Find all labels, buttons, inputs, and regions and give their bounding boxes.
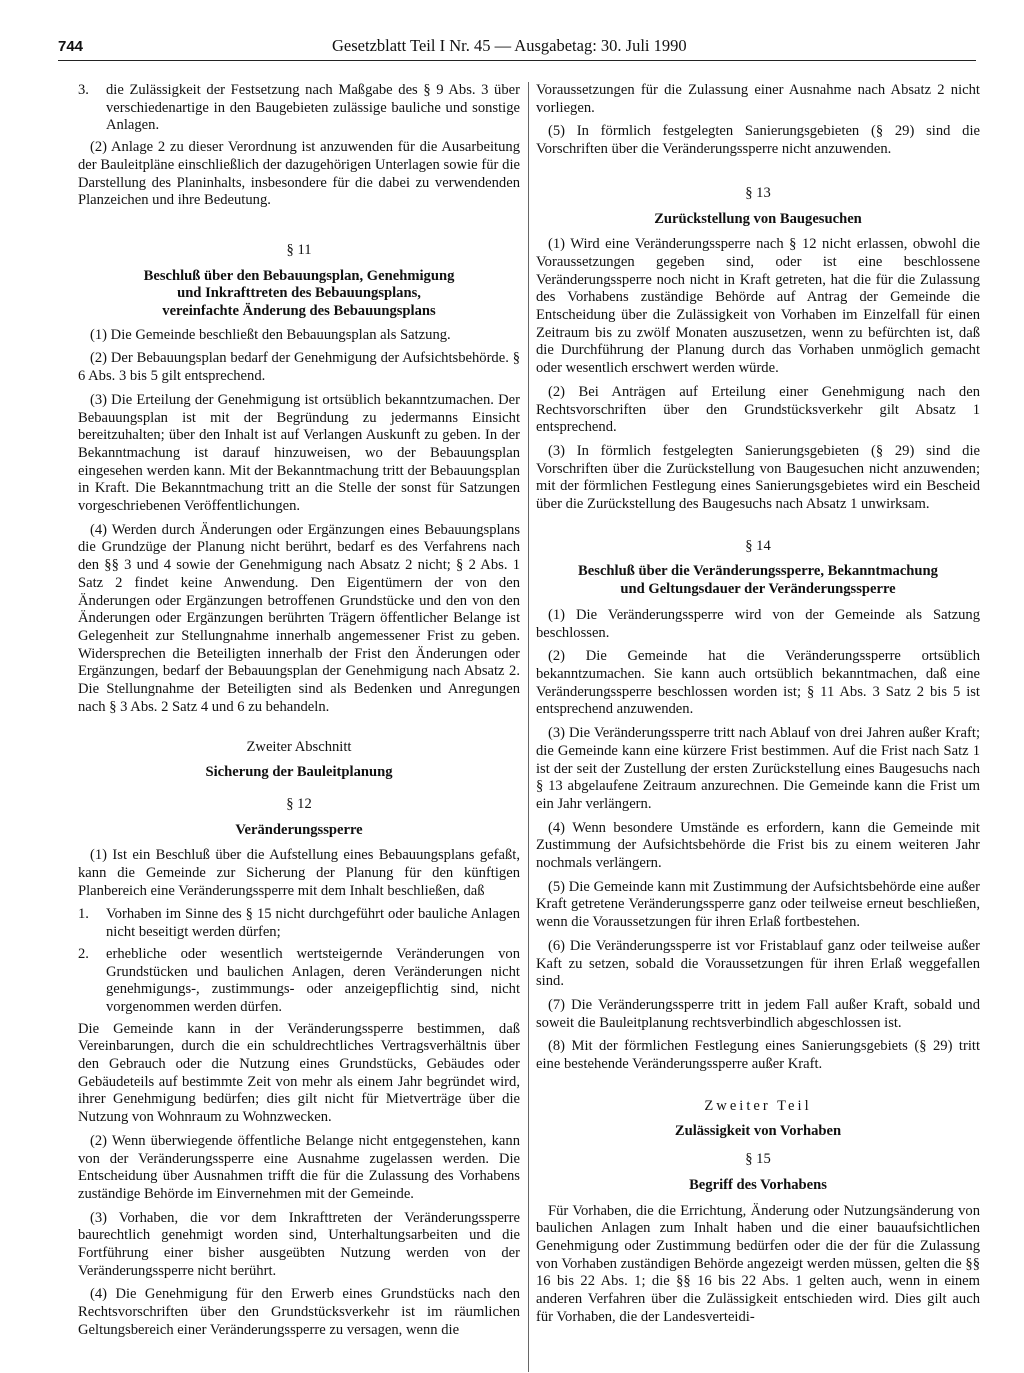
paragraph: (8) Mit der förmlichen Festlegung eines Sanierungsgebiets (§ 29) tritt eine bestehende Veränderungssperre außer Kraft.	[536, 1038, 980, 1073]
list-item-number: 2.	[78, 945, 89, 962]
chapter-title: Sicherung der Bauleitplanung	[205, 764, 393, 781]
paragraph: (3) Die Veränderungssperre tritt nach Ablauf von drei Jahren außer Kraft; die Gemeinde kann eine kürzere Frist bestimmen. Auf die Frist nach Satz 1 ist der seit der Zustellung der ersten Zurückstellung eines Baugesuchs nach § 13 abgelaufene Zeitraum anzurechnen. Die Gemeinde kann die Frist um ein Jahr verlängern.	[536, 725, 980, 812]
paragraph: (2) Anlage 2 zu dieser Verordnung ist anzuwenden für die Ausarbeitung der Bauleitpläne einschließlich der dazugehörigen Unterlagen sowie für die Darstellung des Planinhalts, insbesondere für die dabei zu verwendenden Planzeichen und ihre Bedeutung.	[78, 139, 520, 209]
section-number: § 15	[745, 1151, 771, 1168]
section-number: § 14	[745, 537, 771, 554]
list-item-number: 1.	[78, 906, 89, 923]
section-number: § 12	[286, 795, 312, 812]
paragraph: (7) Die Veränderungssperre tritt in jedem Fall außer Kraft, sobald und soweit die Bauleitplanung rechtsverbindlich abgeschlossen ist.	[536, 996, 980, 1031]
section-title-line: und Geltungsdauer der Veränderungssperre	[620, 581, 896, 598]
paragraph: (4) Werden durch Änderungen oder Ergänzungen eines Bebauungsplans die Grundzüge der Planung nicht berührt, bedarf es des Verfahrens nach den §§ 3 und 4 sowie der Genehmigung nach Absatz 2 nicht; § 2 Abs. 1 Satz 2 findet keine Anwendung. Den Eigentümern der von den Änderungen oder Ergänzungen betroffenen Grundstücke und den von den Änderungen oder Ergänzungen berührten Trägern öffentlicher Belange ist Gelegenheit zur Stellungnahme innerhalb angemessener Frist zu geben. Widersprechen die Beteiligten innerhalb der Frist den Änderungen oder Ergänzungen, bedarf der Bebauungsplan der Genehmigung nach Absatz 2. Die Stellungnahme der Beteiligten sind als Bedenken und Anregungen nach § 3 Abs. 2 Satz 4 und 6 zu behandeln.	[78, 521, 520, 715]
section-title: Zurückstellung von Baugesuchen	[654, 210, 862, 227]
paragraph: (2) Wenn überwiegende öffentliche Belange nicht entgegenstehen, kann von der Veränderungssperre eine Ausnahme zugelassen werden. Die Entscheidung über Ausnahmen trifft die für die Zulassung des Vorhabens zuständige Behörde im Einvernehmen mit der Gemeinde.	[78, 1132, 520, 1202]
section-number: § 11	[286, 241, 312, 258]
list-item-number: 3.	[78, 82, 89, 98]
section-title	[536, 563, 980, 598]
section-title: Begriff des Vorhabens	[689, 1176, 827, 1193]
paragraph: Für Vorhaben, die die Errichtung, Änderung oder Nutzungsänderung von baulichen Anlagen zum Inhalt haben und die einer bauaufsichtlichen Genehmigung oder Zustimmung bedürfen oder die der für die Zulassung von Vorhaben zuständigen Behörde angezeigt werden müssen, gelten die §§ 16 bis 22 Abs. 1; die §§ 16 bis 22 Abs. 1 gelten auch, wenn in einem anderen Verfahren über die Zulässigkeit entschieden wird. Dies gilt auch für Vorhaben, die der Landesverteidi-	[536, 1202, 980, 1325]
paragraph: (2) Der Bebauungsplan bedarf der Genehmigung der Aufsichtsbehörde. § 6 Abs. 3 bis 5 gilt entsprechend.	[78, 350, 520, 385]
list-item-text: Vorhaben im Sinne des § 15 nicht durchgeführt oder bauliche Anlagen nicht beseitigt werden dürfen;	[106, 906, 520, 941]
section-title: Veränderungssperre	[235, 821, 363, 838]
part-label: Zweiter Teil	[704, 1097, 812, 1114]
left-column	[78, 82, 520, 1346]
paragraph: (1) Wird eine Veränderungssperre nach § 12 nicht erlassen, obwohl die Voraussetzungen gegeben sind, oder ist eine beschlossene Veränderungssperre noch nicht in Kraft getreten, hat die für die Zulassung des Vorhabens zuständige Behörde auf Antrag der Gemeinde die Entscheidung über die Zulässigkeit von Vorhaben im Einzelfall für einen Zeitraum bis zu zwölf Monaten auszusetzen, wenn zu befürchten ist, daß die Durchführung der Planung durch das Vorhaben unmöglich gemacht oder wesentlich erschwert werden würde.	[536, 236, 980, 377]
header-title: Gesetzblatt Teil I Nr. 45 — Ausgabetag: 30. Juli 1990	[332, 36, 687, 55]
paragraph: (4) Wenn besondere Umstände es erfordern, kann die Gemeinde mit Zustimmung der Aufsichtsbehörde die Frist bis zu einem weiteren Jahr nochmals verlängern.	[536, 819, 980, 872]
paragraph: (5) In förmlich festgelegten Sanierungsgebieten (§ 29) sind die Vorschriften über die Veränderungssperre nicht anzuwenden.	[536, 123, 980, 158]
paragraph: Voraussetzungen für die Zulassung einer Ausnahme nach Absatz 2 nicht vorliegen.	[536, 82, 980, 116]
section-title-line: vereinfachte Änderung des Bebauungsplans	[162, 303, 436, 320]
list-item-text: die Zulässigkeit der Festsetzung nach Maßgabe des § 9 Abs. 3 über verschiedenartige in den Baugebieten zulässige bauliche und sonstige Anlagen.	[106, 82, 520, 134]
list-item	[78, 82, 520, 135]
page-header	[58, 38, 976, 61]
paragraph: (1) Ist ein Beschluß über die Aufstellung eines Bebauungsplans gefaßt, kann die Gemeinde zur Sicherung der Planung für den künftigen Planbereich eine Veränderungssperre mit dem Inhalt beschließen, daß	[78, 847, 520, 899]
paragraph: (3) Die Erteilung der Genehmigung ist ortsüblich bekanntzumachen. Der Bebauungsplan ist mit der Begründung zu jedermanns Einsicht bereitzuhalten; über den Inhalt ist auf Verlangen Auskunft zu geben. In der Bekanntmachung ist darauf hinzuweisen, wo der Bebauungsplan eingesehen werden kann. Mit der Bekanntmachung tritt der Bebauungsplan in Kraft. Die Bekanntmachung tritt an die Stelle der sonst für Satzungen vorgeschriebenen Veröffentlichungen.	[78, 391, 520, 515]
paragraph: (2) Bei Anträgen auf Erteilung einer Genehmigung nach den Rechtsvorschriften über den Grundstücksverkehr gilt Absatz 1 entsprechend.	[536, 383, 980, 436]
section-title	[78, 268, 520, 321]
right-column	[536, 82, 980, 1332]
paragraph: (5) Die Gemeinde kann mit Zustimmung der Aufsichtsbehörde eine außer Kraft getretene Veränderungssperre ganz oder teilweise erneut beschließen, wenn die Voraussetzungen für ihren Erlaß fortbestehen.	[536, 878, 980, 931]
page-number: 744	[58, 38, 84, 55]
list-item	[78, 946, 520, 1017]
column-divider	[528, 82, 529, 1372]
section-title-line: und Inkrafttreten des Bebauungsplans,	[177, 285, 421, 302]
paragraph: (4) Die Genehmigung für den Erwerb eines Grundstücks nach den Rechtsvorschriften über den Grundstücksverkehr ist im räumlichen Geltungsbereich einer Veränderungssperre zu versagen, wenn die	[78, 1286, 520, 1338]
section-number: § 13	[745, 184, 771, 201]
chapter-label: Zweiter Abschnitt	[246, 738, 352, 755]
section-title-line: Beschluß über die Veränderungssperre, Bekanntmachung	[578, 563, 938, 580]
paragraph: (1) Die Veränderungssperre wird von der Gemeinde als Satzung beschlossen.	[536, 606, 980, 641]
paragraph: (1) Die Gemeinde beschließt den Bebauungsplan als Satzung.	[90, 326, 451, 343]
paragraph: (6) Die Veränderungssperre ist vor Fristablauf ganz oder teilweise außer Kaft zu setzen, sobald die Voraussetzungen für ihren Erlaß weggefallen sind.	[536, 937, 980, 990]
list-item	[78, 906, 520, 941]
section-title-line: Beschluß über den Bebauungsplan, Genehmigung	[143, 267, 455, 284]
paragraph: Die Gemeinde kann in der Veränderungssperre bestimmen, daß Vereinbarungen, durch die ein schuldrechtliches Vertragsverhältnis über den Gebrauch oder die Nutzung eines Grundstücks, Gebäudes oder Gebäudeteils auf bestimmte Zeit von mehr als einem Jahr begründet wird, ihrer Genehmigung bedürfen; dies gilt nicht für Mietverträge über die Nutzung von Wohnraum zu Wohnzwecken.	[78, 1020, 520, 1126]
paragraph: (3) Vorhaben, die vor dem Inkrafttreten der Veränderungssperre baurechtlich genehmigt worden sind, Unterhaltungsarbeiten und die Fortführung einer bisher ausgeübten Nutzung werden von der Veränderungssperre nicht berührt.	[78, 1209, 520, 1279]
paragraph: (3) In förmlich festgelegten Sanierungsgebieten (§ 29) sind die Vorschriften über die Zurückstellung von Baugesuchen nicht anzuwenden; mit der förmlichen Festlegung eines Sanierungsgebietes wird ein Bescheid über die Zurückstellung des Baugesuchs nach Absatz 1 unwirksam.	[536, 442, 980, 513]
paragraph: (2) Die Gemeinde hat die Veränderungssperre ortsüblich bekanntzumachen. Sie kann auch ortsüblich bekanntmachen, daß eine Veränderungssperre beschlossen worden ist; § 11 Abs. 3 Satz 2 bis 5 ist entsprechend anzuwenden.	[536, 648, 980, 718]
part-title: Zulässigkeit von Vorhaben	[674, 1123, 842, 1140]
list-item-text: erhebliche oder wesentlich wertsteigernde Veränderungen von Grundstücken und baulichen Anlagen, deren Veränderungen nicht genehmigungs-, zustimmungs- oder anzeigepflichtig sind, nicht vorgenommen werden dürfen.	[106, 945, 520, 1015]
